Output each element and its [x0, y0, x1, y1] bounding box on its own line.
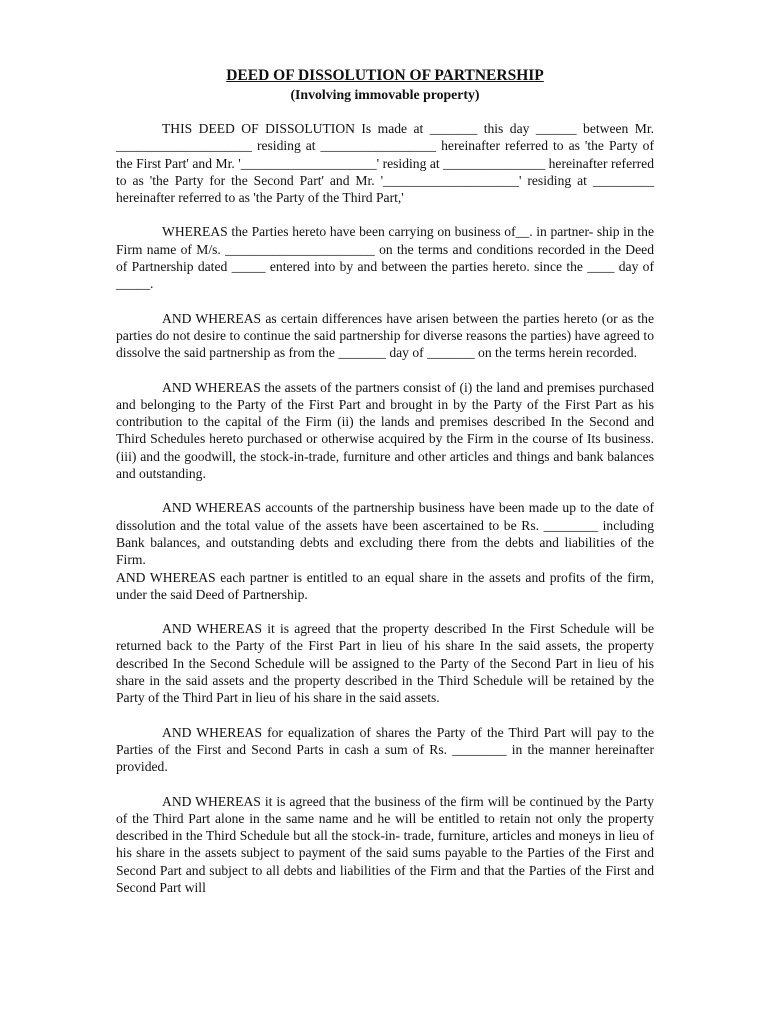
paragraph-equal-share: AND WHEREAS each partner is entitled to an equal share in the assets and profits of the firm, under the said Deed of Partnership.	[116, 569, 654, 602]
paragraph-assets: AND WHEREAS the assets of the partners consist of (i) the land and premises purchased and belonging to the Party of the First Part and brought in by the Party of the First Part as his contribution to the capital of the Firm (ii) the lands and premises described In the Second and Third Schedules hereto purchased or otherwise acquired by the Firm in the course of Its business. (iii) and the goodwill, the stock-in-trade, furniture and other articles and things and bank balances and outstanding.	[116, 379, 654, 482]
paragraph-differences: AND WHEREAS as certain differences have arisen between the parties hereto (or as the parties do not desire to continue the said partnership for diverse reasons the parties) have agreed to dissolve the said partnership as from the _______ day of _______ on the terms herein recorded.	[116, 310, 654, 361]
paragraph-equalization: AND WHEREAS for equalization of shares the Party of the Third Part will pay to the Parties of the First and Second Parts in cash a sum of Rs. ________ in the manner hereinafter provided.	[116, 724, 654, 775]
paragraph-continuation: AND WHEREAS it is agreed that the business of the firm will be continued by the Party of the Third Part alone in the same name and he will be entitled to retain not only the property described in the Third Schedule but all the stock-in- trade, furniture, articles and moneys in lieu of his share in the assets subject to payment of the said sums payable to the Parties of the First and Second Part and subject to all debts and liabilities of the Firm and that the Parties of the First and Second Part will	[116, 793, 654, 895]
document-subtitle: (Involving immovable property)	[290, 87, 480, 102]
document-page	[116, 66, 654, 913]
document-title: DEED OF DISSOLUTION OF PARTNERSHIP	[226, 67, 544, 84]
paragraph-business: WHEREAS the Parties hereto have been carrying on business of__. in partner- ship in the Firm name of M/s. ______________________ on the terms and conditions recorded in the Deed of Partnership dated _____ entered into by and between the parties hereto. since the ____ day of _____.	[116, 224, 654, 292]
paragraph-parties: THIS DEED OF DISSOLUTION Is made at _______ this day ______ between Mr. ____________________ residing at _________________ hereinafter referred to as 'the Party of the First Part' and Mr. '____________________' residing at _______________ hereinafter referred to as 'the Party for the Second Part' and Mr. '____________________' residing at _________ hereinafter referred to as 'the Party of the Third Part,'	[116, 121, 654, 206]
paragraph-property-distribution: AND WHEREAS it is agreed that the property described In the First Schedule will be returned back to the Party of the First Part in lieu of his share In the said assets, the property described In the Second Schedule will be assigned to the Party of the Second Part in lieu of his share in the said assets and the property described in the Third Schedule will be retained by the Party of the Third Part in lieu of his share in the said assets.	[116, 621, 654, 706]
paragraph-accounts: AND WHEREAS accounts of the partnership business have been made up to the date of dissolution and the total value of the assets have been ascertained to be Rs. ________ including Bank balances, and outstanding debts and excluding there from the debts and liabilities of the Firm.	[116, 500, 654, 568]
